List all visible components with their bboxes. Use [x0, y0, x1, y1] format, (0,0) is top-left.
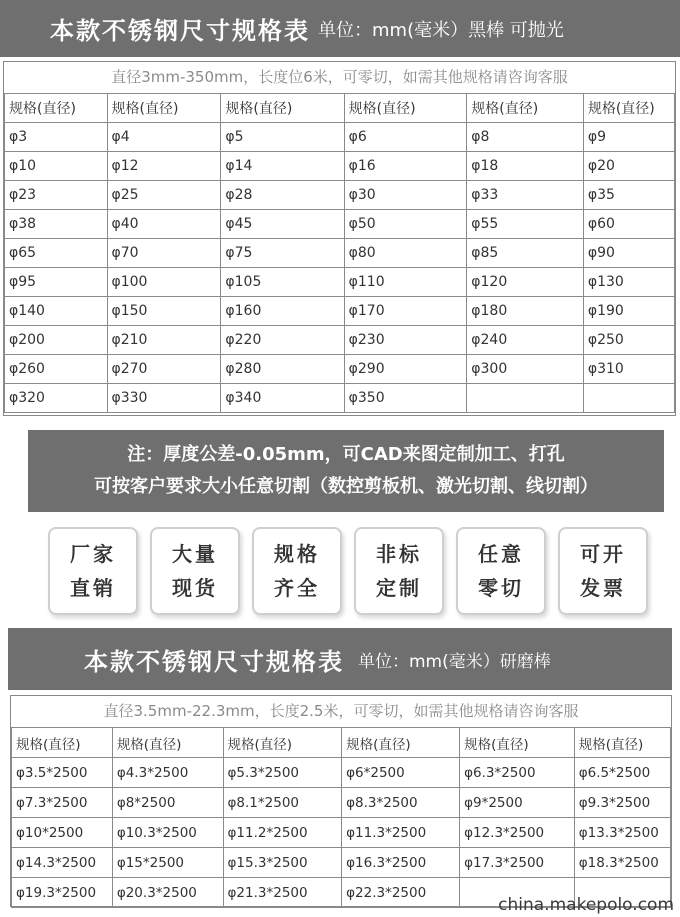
feature-line: 发票: [580, 576, 626, 600]
table-header-row: [5, 94, 675, 123]
table-cell: φ340: [221, 384, 344, 413]
table-row: [12, 848, 671, 878]
table-cell: φ35: [583, 181, 674, 210]
table-header-cell: 规格(直径): [344, 94, 467, 123]
feature-badge: [252, 527, 342, 615]
feature-badge: [150, 527, 240, 615]
table-cell: φ23: [5, 181, 108, 210]
table-cell: φ11.2*2500: [223, 818, 342, 848]
table-row: [5, 355, 675, 384]
table-row: [12, 788, 671, 818]
table-cell: φ6: [344, 123, 467, 152]
table-header-cell: 规格(直径): [107, 94, 221, 123]
table-cell: φ17.3*2500: [460, 848, 575, 878]
feature-badge: [48, 527, 138, 615]
table-row: [5, 152, 675, 181]
table-cell: φ33: [467, 181, 584, 210]
table-cell: φ16: [344, 152, 467, 181]
table-cell: φ160: [221, 297, 344, 326]
feature-badge: [558, 527, 648, 615]
feature-badges: [48, 527, 648, 615]
table-header-cell: 规格(直径): [221, 94, 344, 123]
table2-header: [8, 628, 672, 690]
table-header-cell: 规格(直径): [223, 728, 342, 758]
table-cell: φ320: [5, 384, 108, 413]
feature-badge: [456, 527, 546, 615]
feature-line: 任意: [478, 542, 524, 566]
table2-note: 直径3.5mm-22.3mm，长度2.5米，可零切，如需其他规格请咨询客服: [103, 702, 579, 720]
table2-sheet: [10, 695, 672, 907]
table1-title: 本款不锈钢尺寸规格表: [50, 17, 310, 45]
spec-table-2: [11, 727, 671, 908]
table-cell: φ16.3*2500: [342, 848, 460, 878]
feature-line: 厂家: [70, 542, 116, 566]
table-cell: φ12: [107, 152, 221, 181]
table-cell: φ270: [107, 355, 221, 384]
table-cell: φ38: [5, 210, 108, 239]
notice-line-1: 注：厚度公差-0.05mm，可CAD来图定制加工、打孔: [127, 444, 565, 465]
table-cell: φ8.3*2500: [342, 788, 460, 818]
table-cell: φ65: [5, 239, 108, 268]
table-cell: φ15*2500: [112, 848, 223, 878]
table-cell: φ105: [221, 268, 344, 297]
table-cell: φ8.1*2500: [223, 788, 342, 818]
table-cell: φ75: [221, 239, 344, 268]
table-row: [5, 326, 675, 355]
table-cell: φ240: [467, 326, 584, 355]
table-row: [5, 239, 675, 268]
table1-note: 直径3mm-350mm，长度位6米，可零切，如需其他规格请咨询客服: [111, 68, 568, 86]
table-header-cell: 规格(直径): [5, 94, 108, 123]
table1-sheet: [3, 61, 676, 416]
table-cell: φ11.3*2500: [342, 818, 460, 848]
table-header-cell: 规格(直径): [112, 728, 223, 758]
table-cell: φ310: [583, 355, 674, 384]
table-cell: φ10.3*2500: [112, 818, 223, 848]
feature-line: 零切: [478, 576, 524, 600]
table-cell: φ70: [107, 239, 221, 268]
table-cell: φ6.3*2500: [460, 758, 575, 788]
table-cell: φ19.3*2500: [12, 878, 113, 908]
table-cell: φ25: [107, 181, 221, 210]
table-cell: φ3.5*2500: [12, 758, 113, 788]
table-cell: φ5.3*2500: [223, 758, 342, 788]
table-header-cell: 规格(直径): [460, 728, 575, 758]
table-cell: φ55: [467, 210, 584, 239]
table-cell: φ85: [467, 239, 584, 268]
table-cell: φ13.3*2500: [574, 818, 670, 848]
table-cell: φ210: [107, 326, 221, 355]
table-cell: φ9: [583, 123, 674, 152]
table-cell: φ4.3*2500: [112, 758, 223, 788]
table-cell: φ100: [107, 268, 221, 297]
table-cell: φ8: [467, 123, 584, 152]
table-cell: φ260: [5, 355, 108, 384]
table-cell: φ15.3*2500: [223, 848, 342, 878]
table-row: [5, 181, 675, 210]
table-cell: φ200: [5, 326, 108, 355]
table-cell: [467, 384, 584, 413]
table-cell: φ190: [583, 297, 674, 326]
table-cell: φ130: [583, 268, 674, 297]
table-header-cell: 规格(直径): [342, 728, 460, 758]
table-cell: φ9.3*2500: [574, 788, 670, 818]
table-header-row: [12, 728, 671, 758]
table-row: [5, 210, 675, 239]
feature-badge: [354, 527, 444, 615]
table-cell: φ18: [467, 152, 584, 181]
table-cell: φ18.3*2500: [574, 848, 670, 878]
table2-title: 本款不锈钢尺寸规格表: [84, 647, 344, 676]
table-cell: φ28: [221, 181, 344, 210]
table-cell: φ4: [107, 123, 221, 152]
spec-table-1: [4, 93, 675, 413]
feature-line: 直销: [70, 576, 116, 600]
table-cell: φ14: [221, 152, 344, 181]
table-cell: φ330: [107, 384, 221, 413]
table2-unit: 单位：mm(毫米）研磨棒: [358, 651, 551, 672]
table-cell: φ3: [5, 123, 108, 152]
table-cell: φ50: [344, 210, 467, 239]
table-cell: φ80: [344, 239, 467, 268]
feature-line: 大量: [172, 542, 218, 566]
notice-line-2: 可按客户要求大小任意切割（数控剪板机、激光切割、线切割）: [94, 476, 598, 497]
table-cell: φ6*2500: [342, 758, 460, 788]
table-cell: φ300: [467, 355, 584, 384]
table-cell: φ170: [344, 297, 467, 326]
table-cell: φ95: [5, 268, 108, 297]
table1-header: [0, 0, 680, 57]
table-cell: φ110: [344, 268, 467, 297]
table-cell: φ14.3*2500: [12, 848, 113, 878]
watermark: china.makepolo.com: [498, 895, 674, 915]
table-cell: φ20: [583, 152, 674, 181]
table-row: [12, 818, 671, 848]
table-cell: φ5: [221, 123, 344, 152]
table-header-cell: 规格(直径): [574, 728, 670, 758]
table-cell: φ220: [221, 326, 344, 355]
notice-box: [28, 430, 664, 512]
table-header-cell: 规格(直径): [467, 94, 584, 123]
table-cell: φ280: [221, 355, 344, 384]
table-cell: φ7.3*2500: [12, 788, 113, 818]
table-cell: φ120: [467, 268, 584, 297]
table-cell: [583, 384, 674, 413]
feature-line: 现货: [172, 576, 218, 600]
table-cell: φ350: [344, 384, 467, 413]
table-cell: φ10: [5, 152, 108, 181]
table-row: [12, 758, 671, 788]
feature-line: 齐全: [274, 576, 320, 600]
table-row: [5, 384, 675, 413]
table-header-cell: 规格(直径): [12, 728, 113, 758]
table-cell: φ6.5*2500: [574, 758, 670, 788]
table-cell: φ150: [107, 297, 221, 326]
table-cell: φ230: [344, 326, 467, 355]
table-cell: φ290: [344, 355, 467, 384]
table-cell: φ30: [344, 181, 467, 210]
table-cell: φ21.3*2500: [223, 878, 342, 908]
table-cell: φ250: [583, 326, 674, 355]
table-cell: φ90: [583, 239, 674, 268]
table-cell: φ22.3*2500: [342, 878, 460, 908]
feature-line: 非标: [376, 542, 422, 566]
table-cell: φ180: [467, 297, 584, 326]
table-cell: φ20.3*2500: [112, 878, 223, 908]
table-row: [5, 268, 675, 297]
table-cell: φ40: [107, 210, 221, 239]
table-cell: φ12.3*2500: [460, 818, 575, 848]
table-cell: φ140: [5, 297, 108, 326]
table1-unit: 单位：mm(毫米）黑棒 可抛光: [318, 19, 564, 41]
table-header-cell: 规格(直径): [583, 94, 674, 123]
feature-line: 定制: [376, 576, 422, 600]
table-cell: φ10*2500: [12, 818, 113, 848]
table-row: [5, 123, 675, 152]
feature-line: 可开: [580, 542, 626, 566]
table-cell: φ60: [583, 210, 674, 239]
table-cell: φ8*2500: [112, 788, 223, 818]
feature-line: 规格: [274, 542, 320, 566]
table-cell: φ45: [221, 210, 344, 239]
table-row: [5, 297, 675, 326]
table-cell: φ9*2500: [460, 788, 575, 818]
